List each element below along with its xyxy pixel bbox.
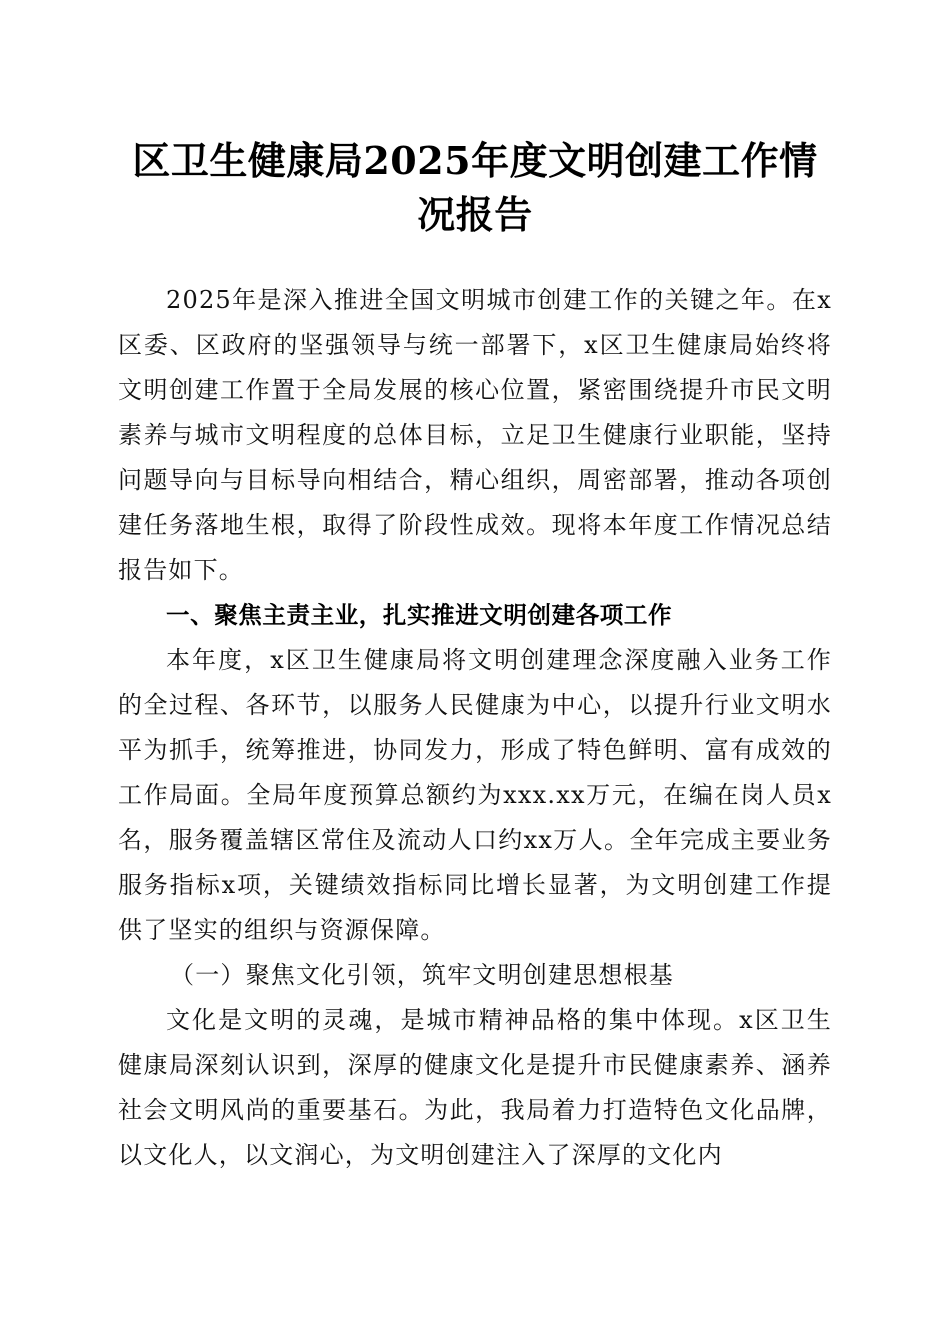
document-body — [118, 278, 832, 1178]
document-title: 区卫生健康局2025年度文明创建工作情况报告 — [132, 138, 818, 237]
subsection-1-paragraph: 文化是文明的灵魂，是城市精神品格的集中体现。x区卫生健康局深刻认识到，深厚的健康文化是提升市民健康素养、涵养社会文明风尚的重要基石。为此，我局着力打造特色文化品牌，以文化人，以文润心，为文明创建注入了深厚的文化内 — [118, 1006, 832, 1169]
section-1-paragraph: 本年度，x区卫生健康局将文明创建理念深度融入业务工作的全过程、各环节，以服务人民健康为中心，以提升行业文明水平为抓手，统筹推进，协同发力，形成了特色鲜明、富有成效的工作局面。全局年度预算总额约为xxx.xx万元，在编在岗人员x名，服务覆盖辖区常住及流动人口约xx万人。全年完成主要业务服务指标x项，关键绩效指标同比增长显著，为文明创建工作提供了坚实的组织与资源保障。 — [118, 646, 832, 944]
section-heading-1: 一、聚焦主责主业，扎实推进文明创建各项工作 — [166, 601, 673, 629]
intro-paragraph: 2025年是深入推进全国文明城市创建工作的关键之年。在x区委、区政府的坚强领导与统一部署下，x区卫生健康局始终将文明创建工作置于全局发展的核心位置，紧密围绕提升市民文明素养与城市文明程度的总体目标，立足卫生健康行业职能，坚持问题导向与目标导向相结合，精心组织，周密部署，推动各项创建任务落地生根，取得了阶段性成效。现将本年度工作情况总结报告如下。 — [118, 286, 832, 584]
subsection-heading-1: （一）聚焦文化引领，筑牢文明创建思想根基 — [170, 961, 674, 989]
